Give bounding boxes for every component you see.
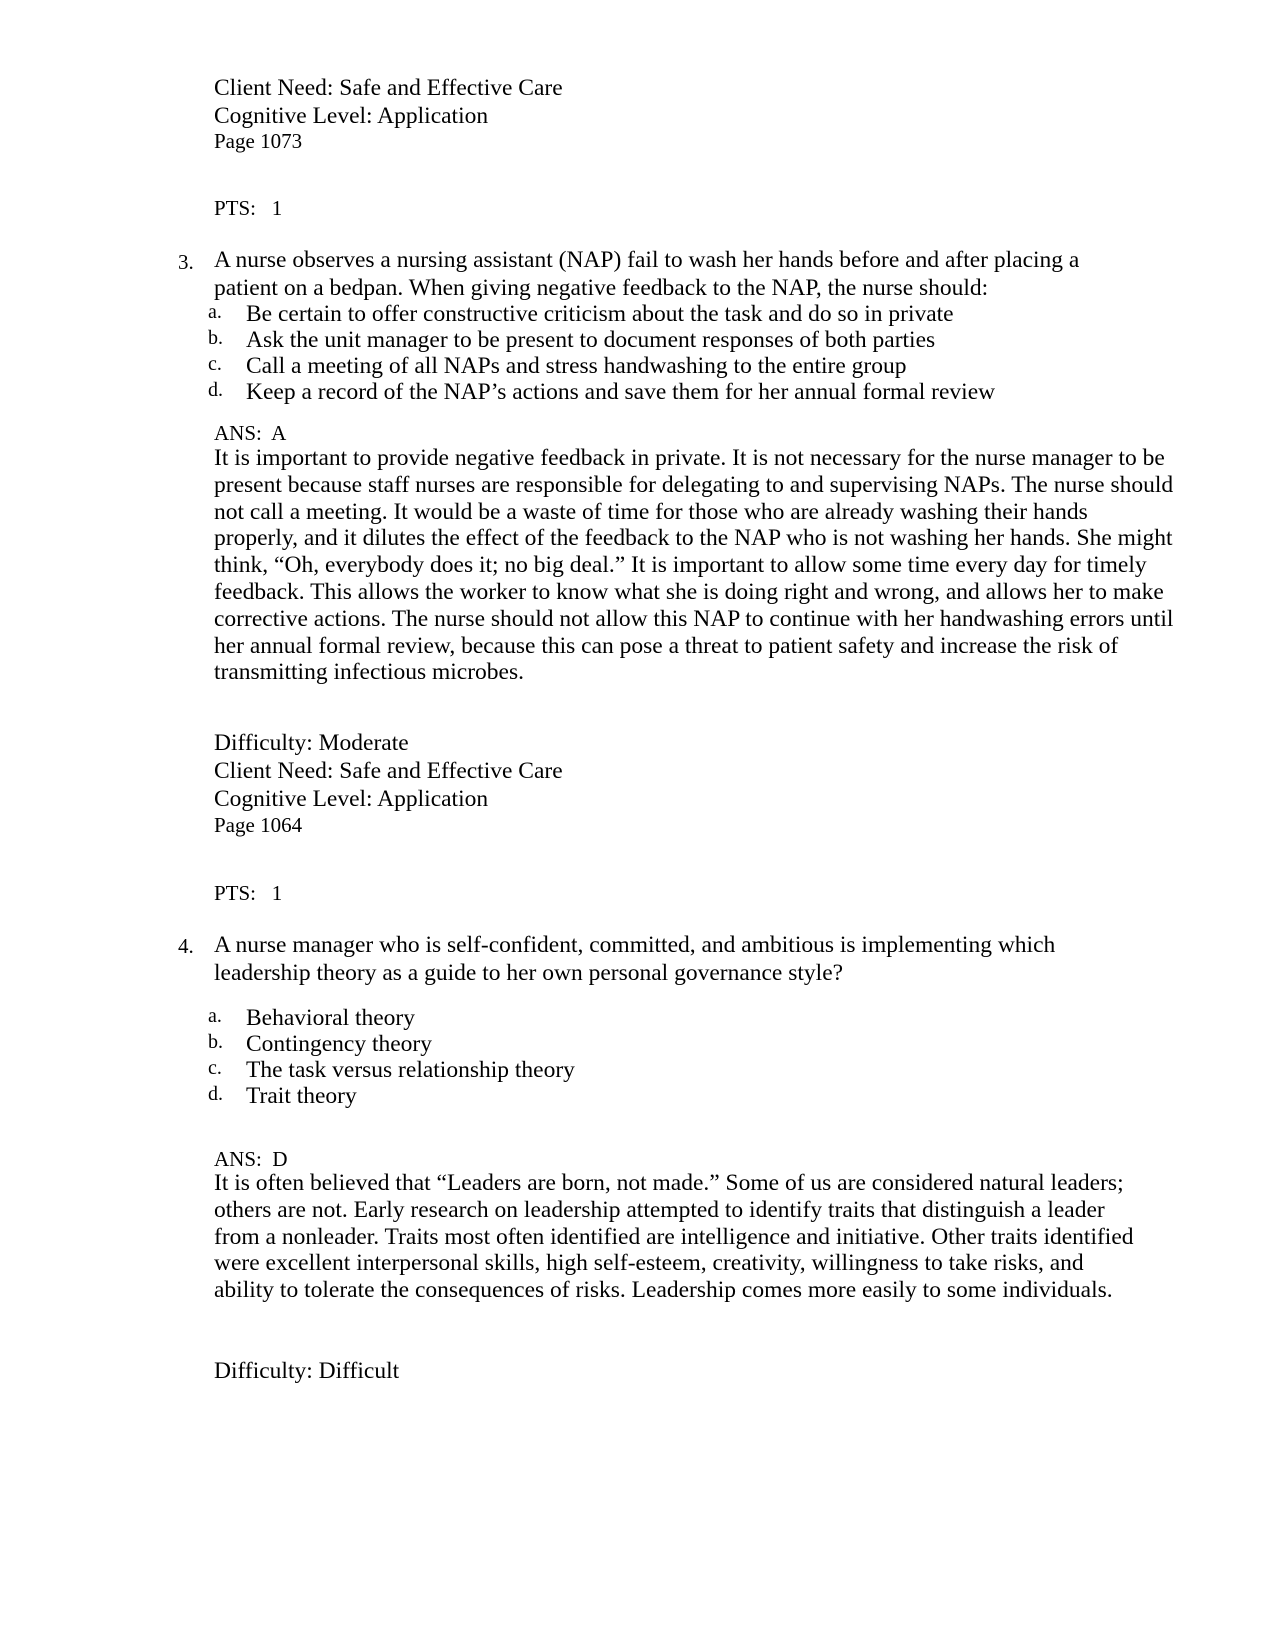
option-letter: d. <box>208 1083 223 1105</box>
cognitive-level-label: Cognitive Level: Application <box>214 786 489 812</box>
question-stem: A nurse observes a nursing assistant (NAP) fail to wash her hands before and after placing a patient on a bedpan. When giving negative feedback to the NAP, the nurse should: <box>214 247 1080 301</box>
option-text: Keep a record of the NAP’s actions and save them for her annual formal review <box>246 379 996 405</box>
client-need-label: Client Need: Safe and Effective Care <box>214 758 563 784</box>
page-reference: Page 1073 <box>214 129 303 153</box>
answer-option <box>208 1031 1108 1058</box>
option-letter: d. <box>208 379 223 401</box>
points-label: PTS: 1 <box>214 196 283 220</box>
option-text: The task versus relationship theory <box>246 1057 575 1083</box>
answer-key: ANS: D <box>214 1147 288 1171</box>
option-text: Ask the unit manager to be present to document responses of both parties <box>246 327 936 353</box>
answer-option <box>208 301 1108 328</box>
answer-option <box>208 327 1108 354</box>
difficulty-label: Difficulty: Difficult <box>214 1358 400 1384</box>
option-text: Trait theory <box>246 1083 357 1109</box>
points-label: PTS: 1 <box>214 881 283 905</box>
question-number: 3. <box>178 250 194 274</box>
client-need-label: Client Need: Safe and Effective Care <box>214 75 563 101</box>
option-letter: c. <box>208 1057 222 1079</box>
answer-key: ANS: A <box>214 421 287 445</box>
answer-option <box>208 353 1108 380</box>
option-letter: b. <box>208 327 223 349</box>
option-text: Call a meeting of all NAPs and stress handwashing to the entire group <box>246 353 907 379</box>
option-text: Contingency theory <box>246 1031 433 1057</box>
option-letter: b. <box>208 1031 223 1053</box>
answer-option <box>208 1005 1108 1032</box>
cognitive-level-label: Cognitive Level: Application <box>214 103 489 129</box>
option-text: Be certain to offer constructive criticism about the task and do so in private <box>246 301 954 327</box>
option-letter: a. <box>208 1005 222 1027</box>
rationale-text: It is important to provide negative feedback in private. It is not necessary for the nurse manager to be present because staff nurses are responsible for delegating to and supervising NAPs. The nurse should not call a meeting. It would be a waste of time for those who are already washing their hands properly, and it dilutes the effect of the feedback to the NAP who is not washing her hands. She might think, “Oh, everybody does it; no big deal.” It is important to allow some time every day for timely feedback. This allows the worker to know what she is doing right and wrong, and allows her to make corrective actions. The nurse should not allow this NAP to continue with her handwashing errors until her annual formal review, because this can pose a threat to patient safety and increase the risk of transmitting infectious microbes. <box>214 445 1174 686</box>
difficulty-label: Difficulty: Moderate <box>214 730 409 756</box>
answer-option <box>208 1057 1108 1084</box>
question-stem: A nurse manager who is self-confident, committed, and ambitious is implementing which leadership theory as a guide to her own personal governance style? <box>214 932 1056 986</box>
option-letter: c. <box>208 353 222 375</box>
rationale-text: It is often believed that “Leaders are born, not made.” Some of us are considered natural leaders; others are not. Early research on leadership attempted to identify traits that distinguish a leader from a nonleader. Traits most often identified are intelligence and initiative. Other traits identified were excellent interpersonal skills, high self-esteem, creativity, willingness to take risks, and ability to tolerate the consequences of risks. Leadership comes more easily to some individuals. <box>214 1170 1134 1304</box>
option-text: Behavioral theory <box>246 1005 416 1031</box>
answer-option <box>208 1083 1108 1110</box>
answer-option <box>208 379 1108 406</box>
page-reference: Page 1064 <box>214 813 303 837</box>
option-letter: a. <box>208 301 222 323</box>
question-number: 4. <box>178 934 194 958</box>
